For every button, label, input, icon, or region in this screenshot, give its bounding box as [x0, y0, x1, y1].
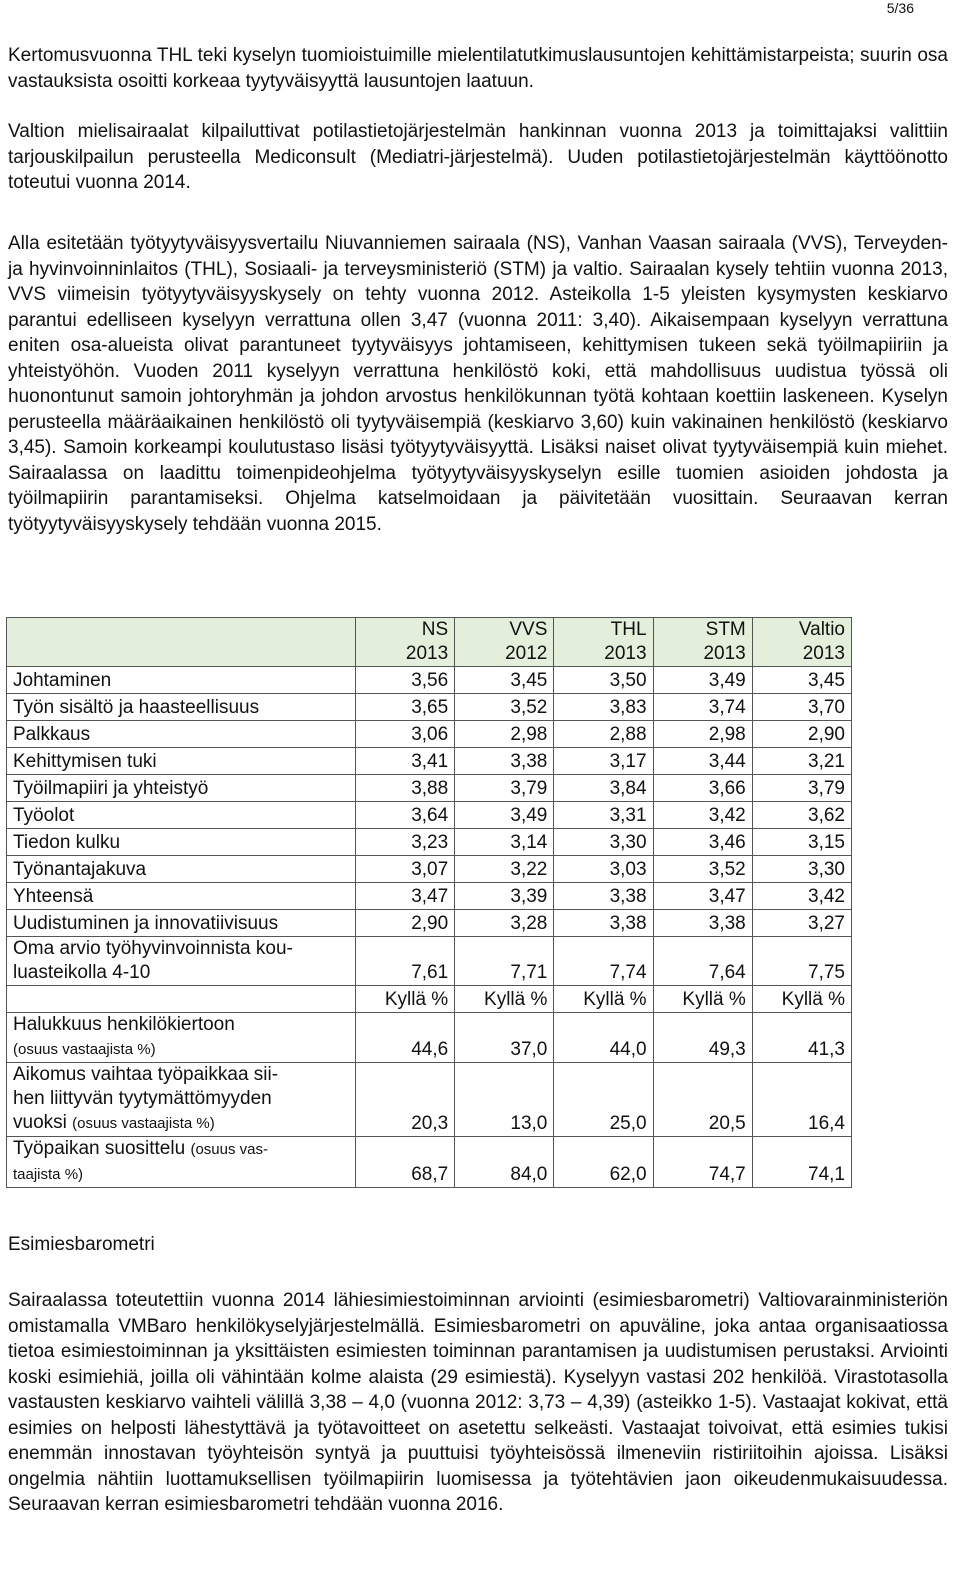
- table-cell: 84,0: [455, 1137, 554, 1188]
- table-row: [7, 856, 852, 883]
- table-cell: 3,41: [356, 748, 455, 775]
- table-cell: 3,23: [356, 829, 455, 856]
- table-cell: 49,3: [653, 1013, 752, 1063]
- table-cell: 3,45: [752, 667, 851, 694]
- table-cell: 3,70: [752, 694, 851, 721]
- table-cell: 3,38: [653, 910, 752, 937]
- paragraph-esimiesbarometri: Sairaalassa toteutettiin vuonna 2014 lähiesimiestoiminnan arviointi (esimiesbarometri) Valtiovarainministeriön omistamalla VMBaro henkilökyselyjärjestelmällä. Esimiesbarometri on apuväline, joka antaa organisaatiossa tietoa esimiestoiminnan ja yksittäisten esimiesten toiminnan parantamisen ja uudistumisen perustaksi. Arviointi koski esimiehiä, joilla oli vähintään kolme alaista (29 esimiestä). Kyselyyn vastasi 202 henkilöä. Virastotasolla vastausten keskiarvo vaihteli välillä 3,38 – 4,0 (vuonna 2012: 3,73 – 4,39) (asteikko 1-5). Vastaajat kokivat, että esimies on helposti lähestyttävä ja työtavoitteet on asetettu selkeästi. Vastaajat toivoivat, että esimies tukisi enemmän innostavan työyhteisön syntyä ja puuttuisi työyhteisössä ilmeneviin ristiriitoihin ajoissa. Lisäksi ongelmia nähtiin luottamuksellisen työilmapiirin luomisessa ja työtehtävien jaon oikeudenmukaisuudessa. Seuraavan kerran esimiesbarometri tehdään vuonna 2016.: [8, 1290, 948, 1515]
- header-name: NS: [421, 619, 449, 640]
- table-row: [7, 829, 852, 856]
- row-label: Palkkaus: [7, 721, 356, 748]
- label-line: hen liittyvän tyytymättömyyden: [13, 1088, 272, 1109]
- table-cell: Kyllä %: [455, 986, 554, 1013]
- table-header-row: [7, 618, 852, 667]
- table-cell: 3,42: [752, 883, 851, 910]
- table-cell: 3,14: [455, 829, 554, 856]
- row-label: Kehittymisen tuki: [7, 748, 356, 775]
- table-cell: 3,03: [554, 856, 653, 883]
- row-label: [7, 1137, 356, 1188]
- table-cell: 3,30: [554, 829, 653, 856]
- table-row: [7, 721, 852, 748]
- table-cell: 37,0: [455, 1013, 554, 1063]
- table-cell: 41,3: [752, 1013, 851, 1063]
- table-cell: 3,49: [653, 667, 752, 694]
- table-row-percent-header: [7, 986, 852, 1013]
- table-cell: 68,7: [356, 1137, 455, 1188]
- header-name: Valtio: [798, 619, 845, 640]
- page-number: 5/36: [886, 0, 914, 16]
- table-cell: 3,66: [653, 775, 752, 802]
- row-label: Tiedon kulku: [7, 829, 356, 856]
- table-cell: Kyllä %: [653, 986, 752, 1013]
- label-line: luasteikolla 4-10: [13, 962, 151, 983]
- table-cell: 3,45: [455, 667, 554, 694]
- table-cell: 3,88: [356, 775, 455, 802]
- row-label: Työnantajakuva: [7, 856, 356, 883]
- table-cell: 3,21: [752, 748, 851, 775]
- table-cell: 3,42: [653, 802, 752, 829]
- row-label: Yhteensä: [7, 883, 356, 910]
- table-cell: 2,98: [455, 721, 554, 748]
- table-cell: 3,31: [554, 802, 653, 829]
- table-cell: 74,7: [653, 1137, 752, 1188]
- table-row-rotation: [7, 1013, 852, 1063]
- job-satisfaction-table: [6, 617, 852, 1188]
- table-row-intent-to-leave: [7, 1063, 852, 1137]
- table-cell: 3,28: [455, 910, 554, 937]
- table-cell: 3,07: [356, 856, 455, 883]
- header-name: STM: [705, 619, 746, 640]
- table-cell: 7,64: [653, 937, 752, 986]
- table-cell: 3,52: [455, 694, 554, 721]
- label-small: (osuus vas-: [190, 1141, 268, 1158]
- header-valtio: [752, 618, 851, 667]
- table-row-self-assessment: [7, 937, 852, 986]
- table-row: [7, 748, 852, 775]
- row-label: Työolot: [7, 802, 356, 829]
- table-cell: 3,17: [554, 748, 653, 775]
- table-cell: 16,4: [752, 1063, 851, 1137]
- table-cell: Kyllä %: [356, 986, 455, 1013]
- table-cell: 44,6: [356, 1013, 455, 1063]
- row-label: Uudistuminen ja innovatiivisuus: [7, 910, 356, 937]
- table-cell: 3,83: [554, 694, 653, 721]
- table-cell: 62,0: [554, 1137, 653, 1188]
- table-cell: 3,52: [653, 856, 752, 883]
- table-cell: 3,27: [752, 910, 851, 937]
- table-cell: 74,1: [752, 1137, 851, 1188]
- table-row: [7, 775, 852, 802]
- table-cell: 44,0: [554, 1013, 653, 1063]
- table-cell: 3,44: [653, 748, 752, 775]
- table-cell: 3,56: [356, 667, 455, 694]
- table-cell: 3,50: [554, 667, 653, 694]
- row-label: [7, 1063, 356, 1137]
- table-cell: 2,88: [554, 721, 653, 748]
- table-cell: 3,38: [554, 883, 653, 910]
- row-label-empty: [7, 986, 356, 1013]
- table-cell: 7,61: [356, 937, 455, 986]
- header-vvs: [455, 618, 554, 667]
- table-cell: 25,0: [554, 1063, 653, 1137]
- table-cell: 7,75: [752, 937, 851, 986]
- label-line: Työpaikan suosittelu: [13, 1138, 186, 1159]
- table-cell: 3,65: [356, 694, 455, 721]
- header-empty-cell: [7, 618, 356, 667]
- table-cell: 2,98: [653, 721, 752, 748]
- row-label: Johtaminen: [7, 667, 356, 694]
- header-name: THL: [610, 619, 647, 640]
- table-cell: 3,49: [455, 802, 554, 829]
- table-cell: 3,38: [554, 910, 653, 937]
- paragraph-patient-system: Valtion mielisairaalat kilpailuttivat potilastietojärjestelmän hankinnan vuonna 2013 ja toimittajaksi valittiin tarjouskilpailun perusteella Mediconsult (Mediatri-järjestelmä). Uuden potilastietojärjestelmän käyttöönotto toteutui vuonna 2014.: [8, 121, 948, 193]
- table-cell: 3,06: [356, 721, 455, 748]
- table-cell: 7,71: [455, 937, 554, 986]
- table-cell: 3,47: [356, 883, 455, 910]
- table-cell: 3,46: [653, 829, 752, 856]
- row-label: [7, 937, 356, 986]
- table-cell: Kyllä %: [554, 986, 653, 1013]
- table-row-recommendation: [7, 1137, 852, 1188]
- table-cell: 20,5: [653, 1063, 752, 1137]
- paragraph-satisfaction-comparison: Alla esitetään työtyytyväisyysvertailu Niuvanniemen sairaala (NS), Vanhan Vaasan sairaala (VVS), Terveyden- ja hyvinvoinninlaitos (THL), Sosiaali- ja terveysministeriö (STM) ja valtio. Sairaalan kysely tehtiin vuonna 2013, VVS viimeisin työtyytyväisyyskysely on tehty vuonna 2012. Asteikolla 1-5 yleisten kysymysten keskiarvo parantui edelliseen kyselyyn verrattuna ollen 3,47 (vuonna 2011: 3,40). Aikaisempaan kyselyyn verrattuna eniten osa-alueista olivat parantuneet tyytyväisyys johtamiseen, kehittymisen tukeen sekä työilmapiiriin ja yhteistyöhön. Vuoden 2011 kyselyyn verrattuna henkilöstö koki, että mahdollisuus uudistua työssä oli huonontunut samoin johtoryhmän ja johdon arvostus henkilökunnan työtä kohtaan koettiin laskeneen. Kyselyn perusteella määräaikainen henkilöstö oli tyytyväisempiä (keskiarvo 3,60) kuin vakinainen henkilöstö (keskiarvo 3,45). Samoin korkeampi koulutustaso lisäsi työtyytyväisyyttä. Lisäksi naiset olivat tyytyväisempiä kuin miehet. Sairaalassa on laadittu toimenpideohjelma työtyytyväisyyskyselyn esille tuomien asioiden johdosta ja työilmapiirin parantamiseksi. Ohjelma katselmoidaan ja päivitetään vuosittain. Seuraavan kerran työtyytyväisyyskysely tehdään vuonna 2015.: [8, 233, 948, 535]
- row-label: [7, 1013, 356, 1063]
- table-cell: 3,79: [455, 775, 554, 802]
- header-year: 2013: [703, 643, 746, 664]
- label-line: vuoksi: [13, 1112, 67, 1133]
- table-cell: 7,74: [554, 937, 653, 986]
- section-title: Esimiesbarometri: [8, 1234, 155, 1255]
- table-cell: 2,90: [752, 721, 851, 748]
- table-row: [7, 910, 852, 937]
- label-small: (osuus vastaajista %): [72, 1115, 215, 1132]
- table-cell: 3,38: [455, 748, 554, 775]
- header-year: 2013: [802, 643, 845, 664]
- table-row: [7, 802, 852, 829]
- row-label: Työn sisältö ja haasteellisuus: [7, 694, 356, 721]
- header-year: 2013: [405, 643, 449, 664]
- table-row: [7, 667, 852, 694]
- table-cell: 3,74: [653, 694, 752, 721]
- header-stm: [653, 618, 752, 667]
- table-row: [7, 694, 852, 721]
- header-ns: [356, 618, 455, 667]
- table-cell: 3,39: [455, 883, 554, 910]
- table-cell: 3,84: [554, 775, 653, 802]
- table-cell: 3,62: [752, 802, 851, 829]
- table-cell: Kyllä %: [752, 986, 851, 1013]
- label-line: Aikomus vaihtaa työpaikkaa sii-: [13, 1064, 279, 1085]
- label-small: taajista %): [13, 1166, 84, 1183]
- table-cell: 3,15: [752, 829, 851, 856]
- table-cell: 20,3: [356, 1063, 455, 1137]
- header-name: VVS: [509, 619, 548, 640]
- label-line: Oma arvio työhyvinvoinnista kou-: [13, 938, 293, 959]
- paragraph-intro: Kertomusvuonna THL teki kyselyn tuomioistuimille mielentilatutkimuslausuntojen kehittämistarpeista; suurin osa vastauksista osoitti korkeaa tyytyväisyyttä lausuntojen laatuun.: [8, 45, 948, 92]
- header-thl: [554, 618, 653, 667]
- table-cell: 2,90: [356, 910, 455, 937]
- table-cell: 3,30: [752, 856, 851, 883]
- table-row: [7, 883, 852, 910]
- row-label: Työilmapiiri ja yhteistyö: [7, 775, 356, 802]
- score-rows: [7, 667, 852, 937]
- table-cell: 13,0: [455, 1063, 554, 1137]
- header-year: 2012: [505, 643, 548, 664]
- label-line: Halukkuus henkilökiertoon: [13, 1014, 235, 1035]
- header-year: 2013: [604, 643, 647, 664]
- table-cell: 3,22: [455, 856, 554, 883]
- table-cell: 3,79: [752, 775, 851, 802]
- table-cell: 3,64: [356, 802, 455, 829]
- label-small: (osuus vastaajista %): [13, 1041, 156, 1058]
- table-cell: 3,47: [653, 883, 752, 910]
